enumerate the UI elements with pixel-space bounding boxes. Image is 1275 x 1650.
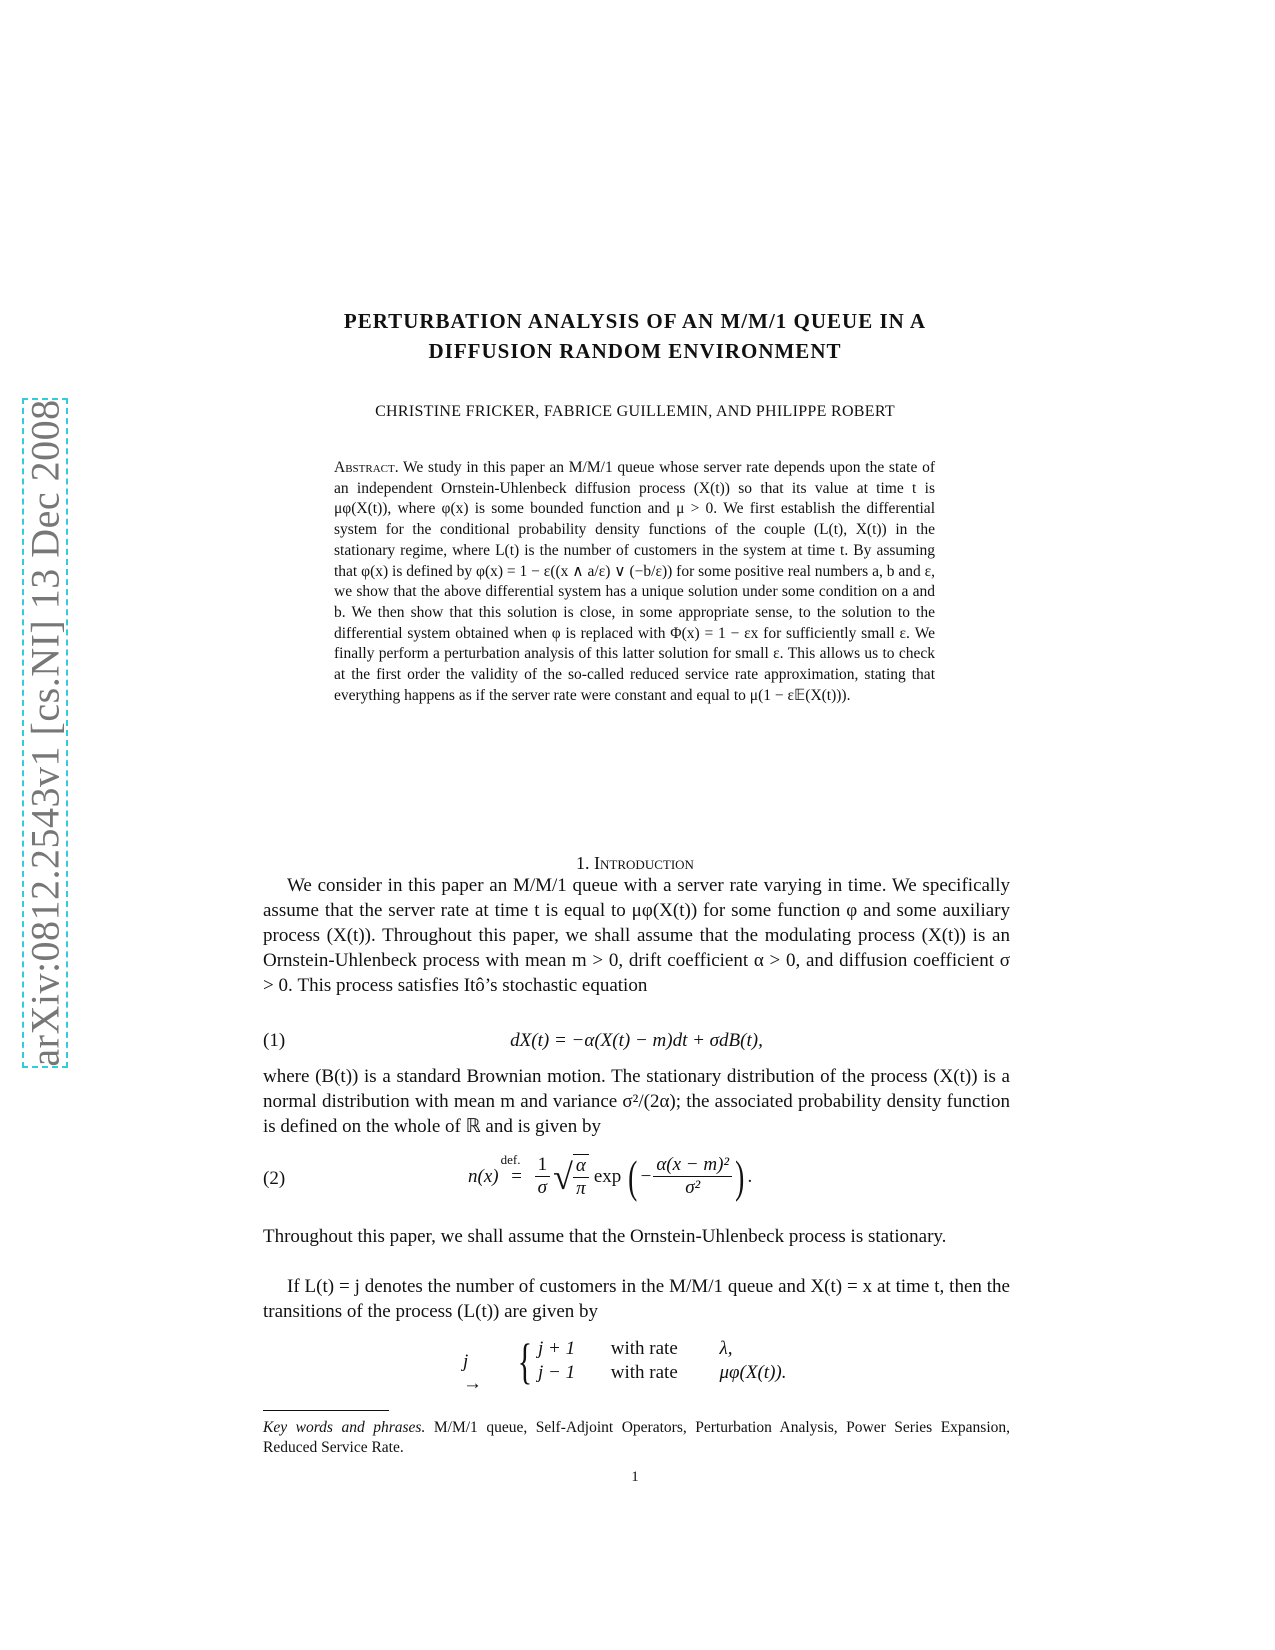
equation-1-number: (1) — [263, 1030, 286, 1051]
equation-1-body: dX(t) = −α(X(t) − m)dt + σdB(t), — [510, 1030, 763, 1051]
left-paren-icon: ( — [628, 1151, 638, 1202]
exponent-denominator: σ² — [685, 1177, 701, 1198]
footnote-rule — [263, 1410, 389, 1411]
footnote — [263, 1418, 1010, 1458]
numerator-alpha: α — [573, 1155, 589, 1178]
transition-row — [538, 1338, 732, 1360]
section-number: 1. — [576, 853, 590, 873]
right-paren-icon: ) — [735, 1151, 745, 1202]
equation-2-period: . — [747, 1165, 753, 1187]
transition-state: j + 1 — [538, 1338, 576, 1359]
title-line-1: PERTURBATION ANALYSIS OF AN M/M/1 QUEUE IN A — [343, 309, 927, 333]
exp-function: exp — [593, 1165, 622, 1187]
equation-2-body — [468, 1150, 752, 1203]
exponent-numerator: α(x − m)² — [653, 1154, 732, 1177]
equation-2-number: (2) — [263, 1168, 286, 1189]
intro-paragraph-3: Throughout this paper, we shall assume that the Ornstein-Uhlenbeck process is stationary. — [263, 1226, 947, 1247]
transition-row — [538, 1362, 787, 1384]
transition-rate: λ, — [719, 1338, 733, 1359]
section-title: Introduction — [594, 853, 694, 873]
authors: CHRISTINE FRICKER, FABRICE GUILLEMIN, AND PHILIPPE ROBERT — [375, 403, 895, 420]
paper-title — [250, 306, 1020, 366]
equation-2 — [263, 1150, 1010, 1210]
sqrt-icon: √ — [553, 1156, 573, 1197]
transition-label: with rate — [610, 1362, 678, 1383]
abstract-text: We study in this paper an M/M/1 queue whose server rate depends upon the state of an independent Ornstein-Uhlenbeck diffusion process (X(t)) so that its value at time t is μφ(X(t)), where φ(x) is some bounded function and μ > 0. We first establish the differential system for the conditional probability density functions of the couple (L(t), X(t)) in the stationary regime, where L(t) is the number of customers in the system at time t. By assuming that φ(x) is defined by φ(x) = 1 − ε((x ∧ a/ε) ∨ (−b/ε)) for some positive real numbers a, b and ε, we show that the above differential system has a unique solution under some condition on a and b. We then show that this solution is close, in some appropriate sense, to the solution to the differential system obtained when φ is replaced with Φ(x) = 1 − εx for sufficiently small ε. We finally perform a perturbation analysis of this latter solution for small ε. This allows us to check at the first order the validity of the so-called reduced service rate approximation, stating that everything happens as if the server rate were constant and equal to μ(1 − ε𝔼(X(t))). — [334, 459, 935, 704]
equals-sign: = — [511, 1165, 522, 1187]
title-line-2: DIFFUSION RANDOM ENVIRONMENT — [428, 339, 842, 363]
abstract — [334, 458, 935, 706]
transition-state: j − 1 — [538, 1362, 576, 1383]
section-heading — [250, 853, 1020, 874]
intro-paragraph-1: We consider in this paper an M/M/1 queue with a server rate varying in time. We specifically assume that the server rate at time t is equal to μφ(X(t)) for some function φ and some auxiliary process (X(t)). Throughout this paper, we shall assume that the modulating process (X(t)) is an Ornstein-Uhlenbeck process with mean m > 0, drift coefficient α > 0, and diffusion coefficient σ > 0. This process satisfies Itô’s stochastic equation — [263, 875, 1010, 996]
fraction-alpha-over-pi — [573, 1154, 589, 1200]
denominator-sigma: σ — [537, 1177, 548, 1198]
density-lhs: n(x) — [468, 1165, 499, 1187]
fraction-exponent — [653, 1154, 732, 1199]
footnote-text: M/M/1 queue, Self-Adjoint Operators, Perturbation Analysis, Power Series Expansion, Reduced Service Rate. — [263, 1419, 1011, 1456]
arxiv-stamp: arXiv:0812.2543v1 [cs.NI] 13 Dec 2008 — [22, 399, 68, 1067]
transition-lhs: j → — [463, 1351, 482, 1394]
numerator-one: 1 — [535, 1154, 551, 1177]
minus-icon: − — [640, 1165, 652, 1187]
intro-paragraph-2: where (B(t)) is a standard Brownian motion. The stationary distribution of the process (X(t)) is a normal distribution with mean m and variance σ²/(2α); the associated probability density function is defined on the whole of ℝ and is given by — [263, 1066, 1010, 1137]
denominator-pi: π — [576, 1177, 586, 1199]
fraction-one-over-sigma — [535, 1154, 551, 1199]
intro-paragraph-4: If L(t) = j denotes the number of customers in the M/M/1 queue and X(t) = x at time t, then the transitions of the process (L(t)) are given by — [263, 1276, 1010, 1322]
def-label: def. — [500, 1151, 521, 1167]
footnote-label: Key words and phrases. — [263, 1419, 426, 1436]
left-brace-icon: { — [517, 1333, 533, 1389]
transition-label: with rate — [610, 1338, 678, 1359]
transition-rate: μφ(X(t)). — [719, 1362, 787, 1383]
abstract-label: Abstract. — [334, 459, 399, 476]
page-number: 1 — [631, 1469, 639, 1485]
definition-symbol — [500, 1151, 529, 1188]
